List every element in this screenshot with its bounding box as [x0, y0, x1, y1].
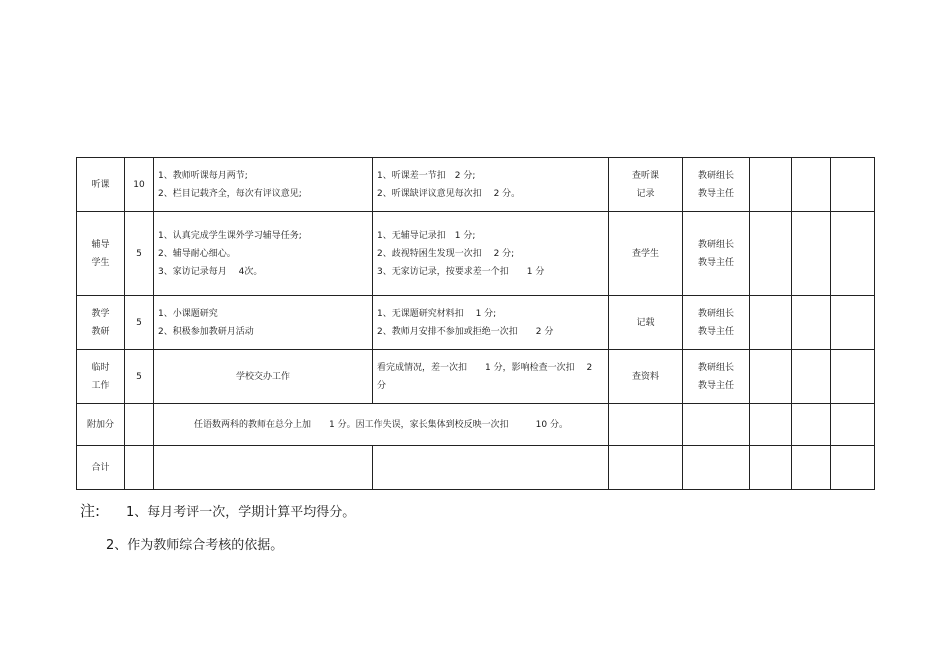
item-cell: 教学 教研 [77, 296, 125, 350]
table-row [77, 158, 875, 212]
empty-cell [831, 404, 875, 446]
empty-cell [750, 296, 792, 350]
bonus-text: 任语数两科的教师在总分上加 1 分。因工作失误，家长集体到校反映一次扣 10 分。 [154, 404, 609, 446]
check-cell: 查听课 记录 [609, 158, 683, 212]
item-cell: 听课 [77, 158, 125, 212]
evaluation-table [76, 157, 875, 490]
content-line: 1、小课题研究 [158, 308, 218, 319]
empty-cell [683, 404, 750, 446]
deduction-line: 3、无家访记录，按要求差一个扣 1 分 [377, 266, 545, 277]
deduction-cell [373, 296, 609, 350]
table-row [77, 404, 875, 446]
score-cell: 5 [125, 212, 154, 296]
empty-cell [609, 446, 683, 490]
check-cell: 查学生 [609, 212, 683, 296]
empty-cell [609, 404, 683, 446]
table-row [77, 296, 875, 350]
empty-cell [750, 404, 792, 446]
empty-cell [831, 212, 875, 296]
table-row [77, 446, 875, 490]
deduction-line: 1、无课题研究材料扣 1 分; [377, 308, 497, 319]
notes-section [80, 500, 355, 553]
deduction-line: 1、无辅导记录扣 1 分; [377, 230, 476, 241]
content-line: 1、教师听课每月两节; [158, 170, 248, 181]
score-cell: 5 [125, 296, 154, 350]
responsible-cell: 教研组长 教导主任 [683, 296, 750, 350]
note-text: 2、作为教师综合考核的依据。 [106, 538, 284, 553]
total-label: 合计 [77, 446, 125, 490]
note-text: 1、每月考评一次，学期计算平均得分。 [126, 505, 356, 520]
item-cell: 临时 工作 [77, 350, 125, 404]
empty-cell [750, 158, 792, 212]
empty-cell [154, 446, 373, 490]
deduction-line: 2、教师月安排不参加或拒绝一次扣 2 分 [377, 326, 554, 337]
empty-cell [792, 350, 831, 404]
check-cell: 查资料 [609, 350, 683, 404]
deduction-cell [373, 158, 609, 212]
check-cell: 记载 [609, 296, 683, 350]
content-cell [154, 158, 373, 212]
empty-cell [125, 446, 154, 490]
content-line: 2、辅导耐心细心。 [158, 248, 236, 259]
responsible-cell: 教研组长 教导主任 [683, 350, 750, 404]
content-line: 2、栏目记载齐全，每次有评议意见; [158, 188, 302, 199]
deduction-line: 2、歧视特困生发现一次扣 2 分; [377, 248, 515, 259]
content-cell [154, 212, 373, 296]
score-cell: 10 [125, 158, 154, 212]
empty-cell [792, 212, 831, 296]
note-line [80, 500, 355, 521]
empty-cell [792, 404, 831, 446]
table-row [77, 350, 875, 404]
responsible-cell: 教研组长 教导主任 [683, 158, 750, 212]
empty-cell [750, 446, 792, 490]
item-cell: 辅导 学生 [77, 212, 125, 296]
empty-cell [125, 404, 154, 446]
empty-cell [750, 350, 792, 404]
table-row [77, 212, 875, 296]
empty-cell [373, 446, 609, 490]
empty-cell [831, 446, 875, 490]
empty-cell [792, 296, 831, 350]
empty-cell [792, 158, 831, 212]
deduction-cell [373, 212, 609, 296]
empty-cell [792, 446, 831, 490]
score-cell: 5 [125, 350, 154, 404]
content-line: 2、积极参加教研月活动 [158, 326, 254, 337]
empty-cell [831, 350, 875, 404]
empty-cell [831, 158, 875, 212]
empty-cell [831, 296, 875, 350]
content-line: 1、认真完成学生课外学习辅导任务; [158, 230, 302, 241]
content-cell: 学校交办工作 [154, 350, 373, 404]
empty-cell [750, 212, 792, 296]
deduction-line: 1、听课差一节扣 2 分; [377, 170, 476, 181]
responsible-cell: 教研组长 教导主任 [683, 212, 750, 296]
empty-cell [683, 446, 750, 490]
deduction-line: 2、听课缺评议意见每次扣 2 分。 [377, 188, 521, 199]
bonus-label: 附加分 [77, 404, 125, 446]
deduction-cell: 看完成情况，差一次扣 1 分，影响检查一次扣 2 分 [373, 350, 609, 404]
content-line: 3、家访记录每月 4次。 [158, 266, 263, 277]
notes-label: 注: [80, 502, 101, 520]
content-cell [154, 296, 373, 350]
